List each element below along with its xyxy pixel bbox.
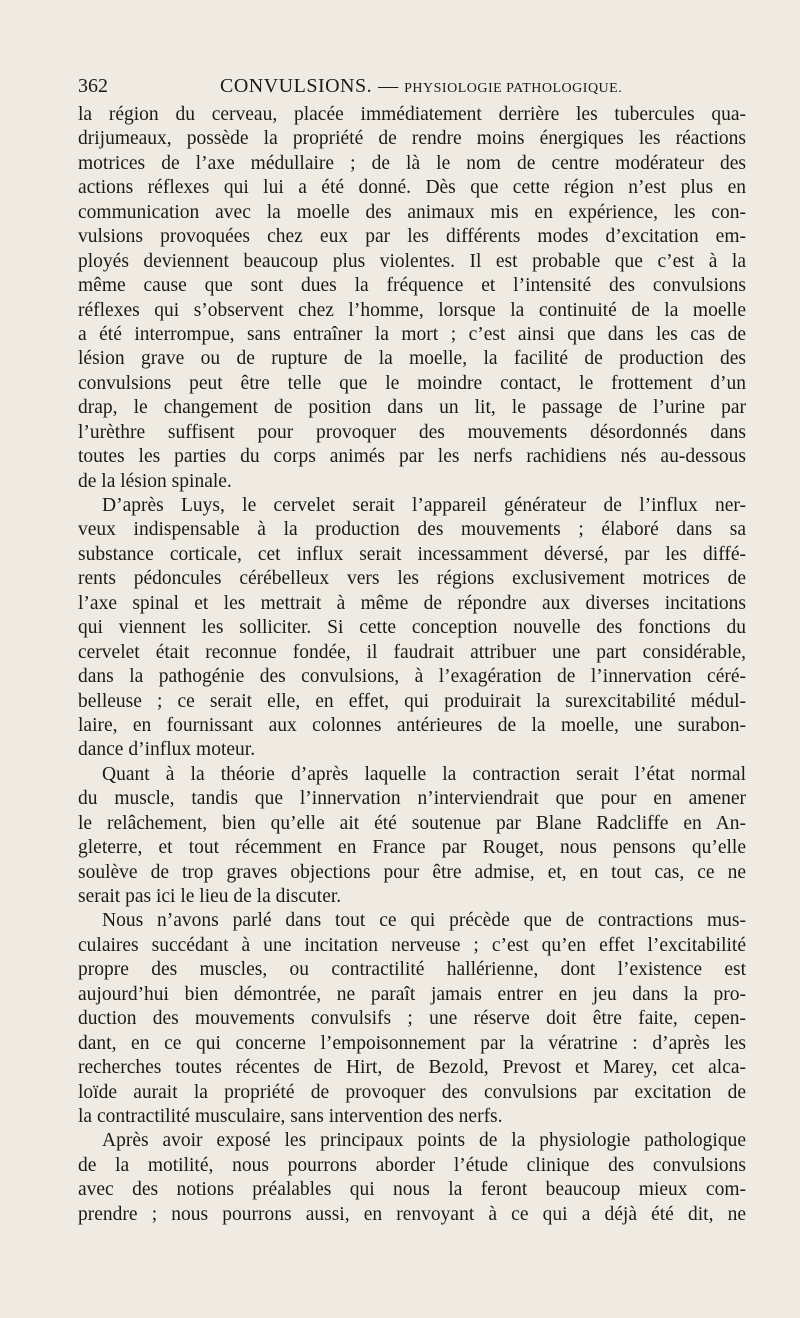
text-line: dans la pathogénie des convulsions, à l’exagération de l’innervation céré- bbox=[78, 666, 746, 688]
text-line: dant, en ce qui concerne l’empoisonnement par la vératrine : d’après les bbox=[78, 1032, 746, 1054]
text-line: prendre ; nous pourrons aussi, en renvoyant à ce qui a déjà été dit, ne bbox=[78, 1203, 746, 1225]
text-line: motrices de l’axe médullaire ; de là le nom de centre modérateur des bbox=[78, 152, 746, 174]
text-line: ployés deviennent beaucoup plus violentes. Il est probable que c’est à la bbox=[78, 250, 746, 272]
text-line: Après avoir exposé les principaux points de la physiologie pathologique bbox=[102, 1130, 746, 1152]
text-line: actions réflexes qui lui a été donné. Dès que cette région n’est plus en bbox=[78, 177, 746, 199]
text-line: gleterre, et tout récemment en France par Rouget, nous pensons qu’elle bbox=[78, 837, 746, 859]
title-separator: — bbox=[378, 75, 399, 97]
text-line: le relâchement, bien qu’elle ait été soutenue par Blane Radcliffe en An- bbox=[78, 812, 746, 834]
text-line: D’après Luys, le cervelet serait l’appareil générateur de l’influx ner- bbox=[102, 495, 746, 516]
text-line: réflexes qui s’observent chez l’homme, lorsque la continuité de la moelle bbox=[78, 299, 746, 321]
text-line: rents pédoncules cérébelleux vers les régions exclusivement motrices de bbox=[78, 568, 746, 590]
text-line: qui viennent les solliciter. Si cette conception nouvelle des fonctions du bbox=[78, 617, 746, 639]
text-line: de la lésion spinale. bbox=[78, 470, 232, 492]
text-line: la région du cerveau, placée immédiatement derrière les tubercules qua- bbox=[78, 104, 746, 125]
text-line: l’axe spinal et les mettrait à même de répondre aux diverses incitations bbox=[78, 592, 746, 614]
text-line: soulève de trop graves objections pour être admise, et, en tout cas, ce ne bbox=[78, 861, 746, 883]
section-subtitle: PHYSIOLOGIE PATHOLOGIQUE. bbox=[404, 81, 623, 96]
text-line: a été interrompue, sans entraîner la mort ; c’est ainsi que dans les cas de bbox=[78, 323, 746, 345]
text-line: veux indispensable à la production des mouvements ; élaboré dans sa bbox=[78, 519, 746, 541]
text-line: la contractilité musculaire, sans intervention des nerfs. bbox=[78, 1105, 503, 1127]
text-line: recherches toutes récentes de Hirt, de Bezold, Prevost et Marey, cet alca- bbox=[78, 1057, 746, 1079]
running-header bbox=[78, 70, 746, 102]
text-line: laire, en fournissant aux colonnes antérieures de la moelle, une surabon- bbox=[78, 714, 746, 736]
text-line: drijumeaux, possède la propriété de rendre moins énergiques les réactions bbox=[78, 128, 746, 150]
text-line: belleuse ; ce serait elle, en effet, qui produirait la surexcitabilité médul- bbox=[78, 690, 746, 712]
text-line: Quant à la théorie d’après laquelle la contraction serait l’état normal bbox=[102, 763, 746, 785]
text-line: même cause que sont dues la fréquence et l’intensité des convulsions bbox=[78, 275, 746, 297]
text-line: toutes les parties du corps animés par les nerfs rachidiens nés au-dessous bbox=[78, 446, 746, 468]
text-line: serait pas ici le lieu de la discuter. bbox=[78, 886, 342, 907]
text-line: l’urèthre suffisent pour provoquer des mouvements désordonnés dans bbox=[78, 421, 746, 443]
text-line: propre des muscles, ou contractilité hallérienne, dont l’existence est bbox=[78, 959, 746, 981]
text-line: substance corticale, cet influx serait incessamment déversé, par les diffé- bbox=[78, 543, 746, 565]
chapter-title: CONVULSIONS. bbox=[220, 75, 373, 97]
text-line: aujourd’hui bien démontrée, ne paraît jamais entrer en jeu dans la pro- bbox=[78, 983, 746, 1005]
page-number: 362 bbox=[78, 75, 108, 97]
text-line: dance d’influx moteur. bbox=[78, 739, 256, 761]
text-line: avec des notions préalables qui nous la feront beaucoup mieux com- bbox=[78, 1179, 746, 1201]
text-line: convulsions peut être telle que le moindre contact, le frottement d’un bbox=[78, 372, 746, 394]
text-line: culaires succédant à une incitation nerveuse ; c’est qu’en effet l’excitabilité bbox=[78, 934, 746, 956]
text-line: cervelet était reconnue fondée, il faudrait attribuer une part considérable, bbox=[78, 641, 746, 663]
text-line: drap, le changement de position dans un lit, le passage de l’urine par bbox=[78, 397, 746, 419]
text-line: de la motilité, nous pourrons aborder l’étude clinique des convulsions bbox=[78, 1154, 746, 1176]
text-line: communication avec la moelle des animaux mis en expérience, les con- bbox=[78, 201, 746, 223]
body-text bbox=[78, 103, 746, 1227]
text-line: loïde aurait la propriété de provoquer des convulsions par excitation de bbox=[78, 1081, 746, 1103]
text-line: Nous n’avons parlé dans tout ce qui précède que de contractions mus- bbox=[102, 910, 746, 932]
running-title bbox=[220, 70, 622, 105]
text-line: vulsions provoquées chez eux par les différents modes d’excitation em- bbox=[78, 226, 746, 248]
text-line: du muscle, tandis que l’innervation n’interviendrait que pour en amener bbox=[78, 788, 746, 810]
text-line: lésion grave ou de rupture de la moelle, la facilité de production des bbox=[78, 348, 746, 370]
text-line: duction des mouvements convulsifs ; une réserve doit être faite, cepen- bbox=[78, 1008, 746, 1030]
